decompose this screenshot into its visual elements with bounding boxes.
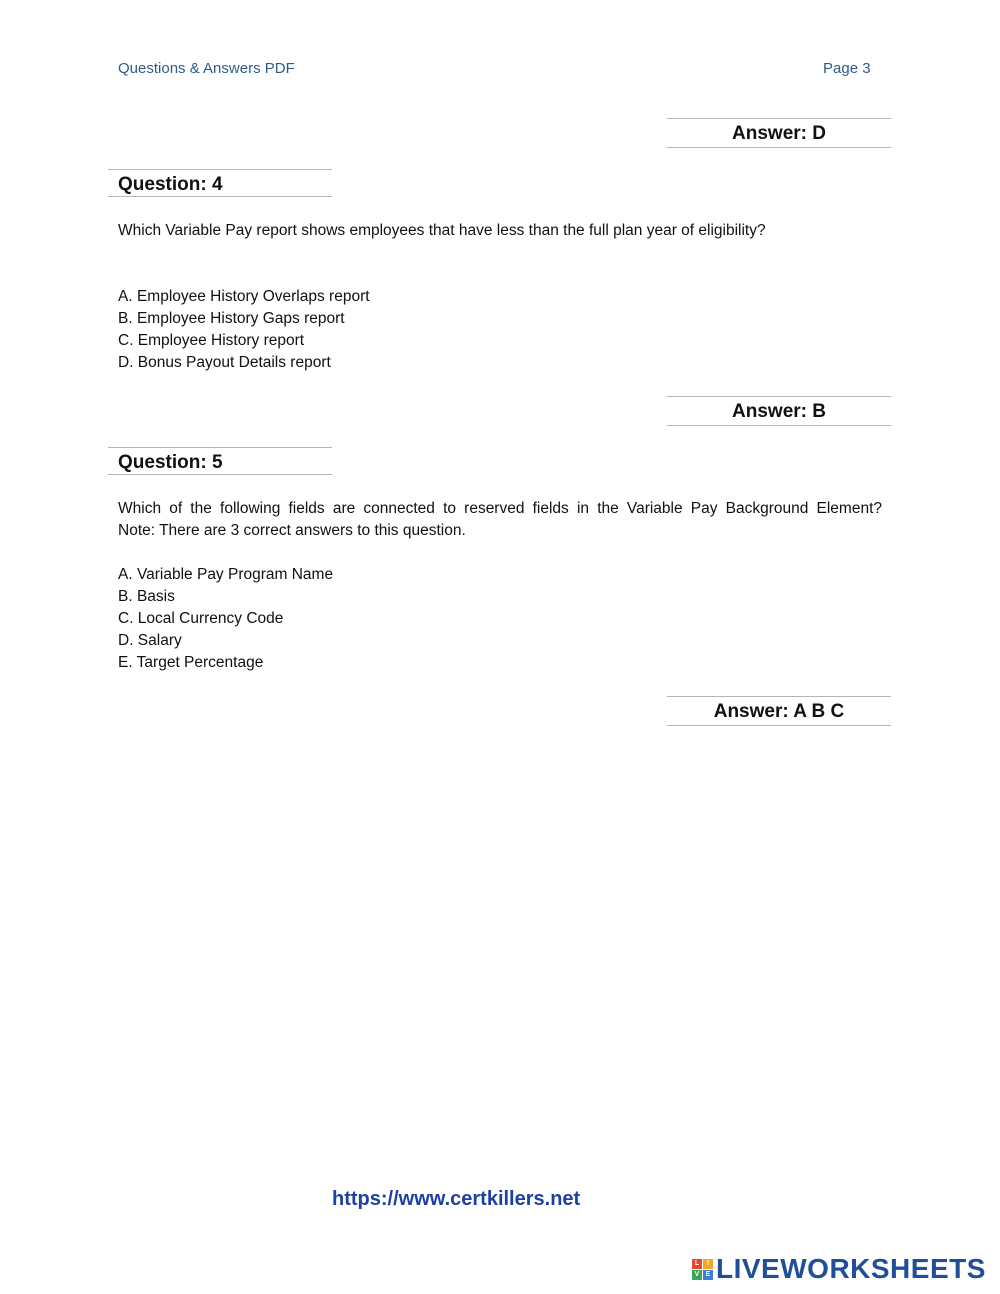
- question-4-option-a: A. Employee History Overlaps report: [118, 288, 370, 305]
- logo-square-l: L: [692, 1259, 702, 1269]
- header-title: Questions & Answers PDF: [118, 60, 295, 77]
- question-5-option-e: E. Target Percentage: [118, 654, 264, 671]
- question-5-option-a: A. Variable Pay Program Name: [118, 566, 334, 583]
- answer-previous: Answer: D: [667, 118, 891, 148]
- question-5-option-c: C. Local Currency Code: [118, 610, 284, 627]
- question-5-option-b: B. Basis: [118, 588, 175, 605]
- question-4-option-d: D. Bonus Payout Details report: [118, 354, 331, 371]
- question-5-title: Question: 5: [108, 447, 332, 475]
- logo-square-e: E: [703, 1270, 713, 1280]
- footer-url-link[interactable]: https://www.certkillers.net: [332, 1188, 581, 1210]
- question-4-text: Which Variable Pay report shows employees that have less than the full plan year of eligibility?: [118, 222, 766, 239]
- logo-square-i: I: [703, 1259, 713, 1269]
- question-5-answer: Answer: A B C: [667, 696, 891, 726]
- question-5-option-d: D. Salary: [118, 632, 182, 649]
- question-5-text: Which of the following fields are connected to reserved fields in the Variable Pay Background Element?: [118, 500, 882, 517]
- question-4-answer: Answer: B: [667, 396, 891, 426]
- logo-text: LIVEWORKSHEETS: [716, 1253, 986, 1284]
- page-number: Page 3: [823, 60, 871, 77]
- question-4-title: Question: 4: [108, 169, 332, 197]
- logo-square-v: V: [692, 1270, 702, 1280]
- question-4-option-b: B. Employee History Gaps report: [118, 310, 345, 327]
- question-5-note: Note: There are 3 correct answers to this question.: [118, 522, 466, 539]
- liveworksheets-logo[interactable]: [692, 1254, 986, 1284]
- question-4-option-c: C. Employee History report: [118, 332, 305, 349]
- logo-squares-icon: [692, 1259, 713, 1280]
